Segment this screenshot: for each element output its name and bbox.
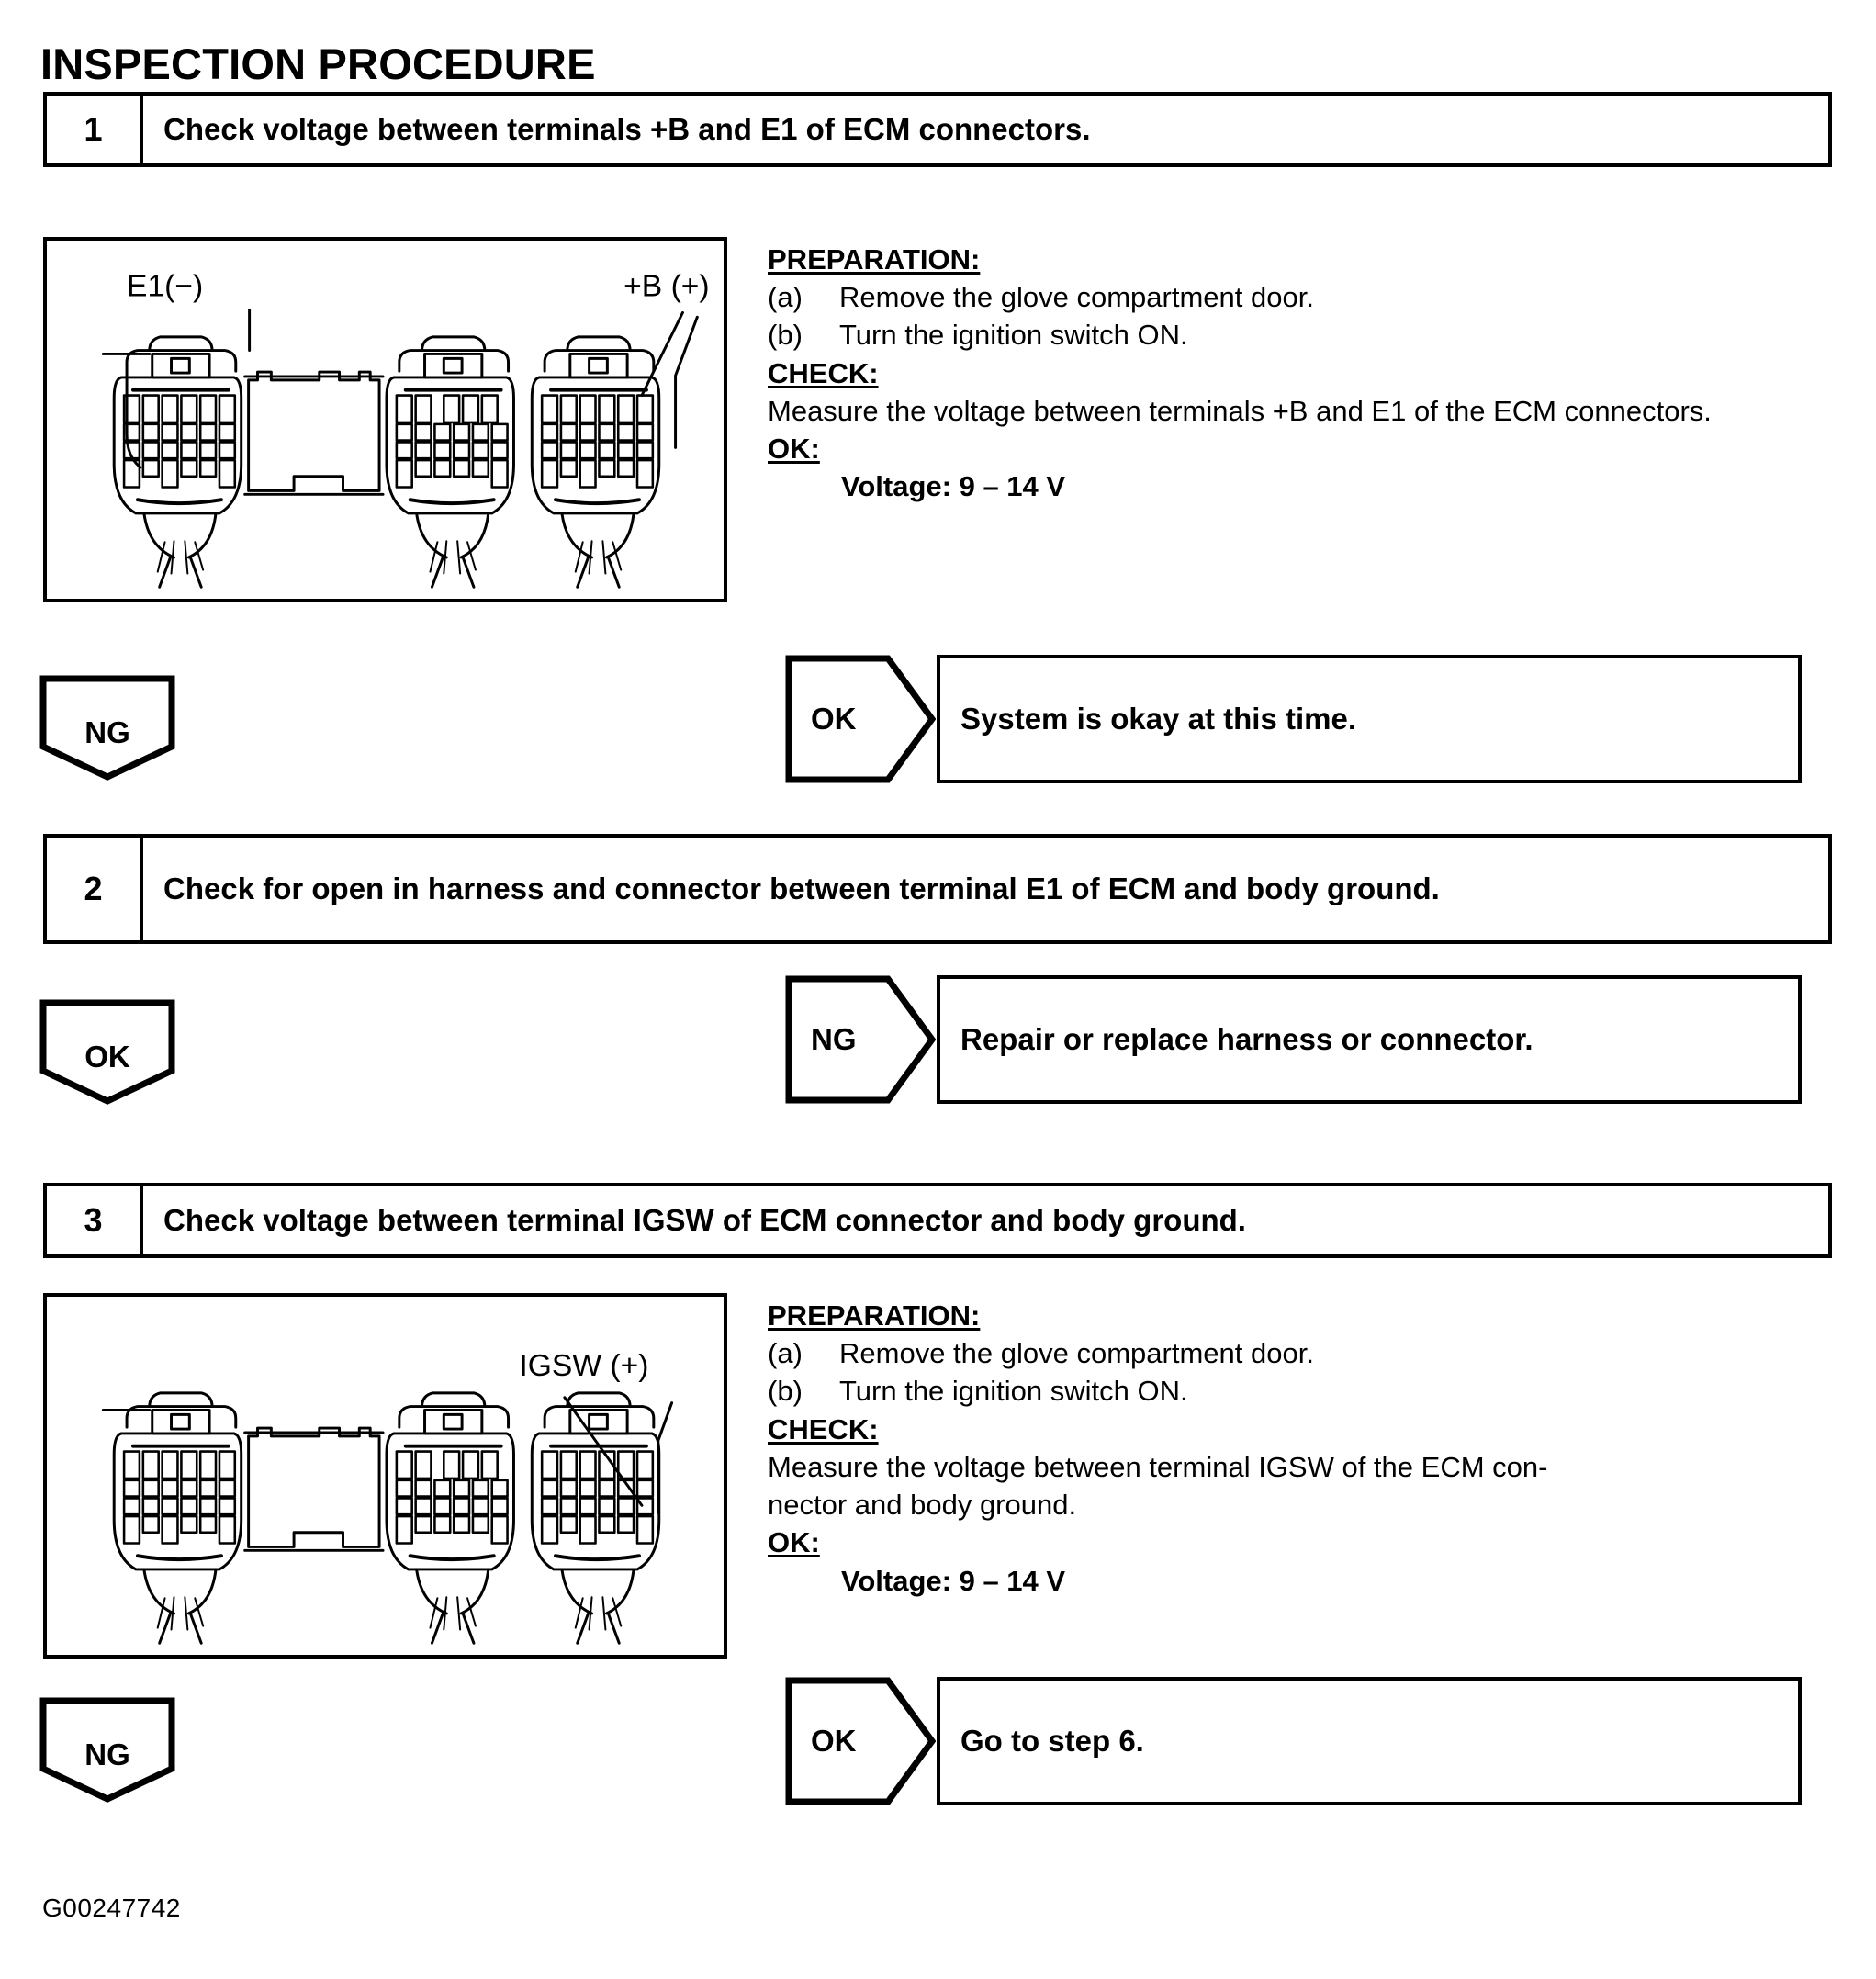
judge-ng-down-1 [39, 675, 175, 781]
preparation-item-a-text-3: Remove the glove compartment door. [839, 1337, 1314, 1370]
ok-spec-3: Voltage: 9 – 14 V [841, 1564, 1066, 1597]
result-box-3 [937, 1677, 1802, 1805]
result-text-2: Repair or replace harness or connector. [960, 1022, 1533, 1056]
preparation-item-b-tag-3: (b) [768, 1375, 803, 1408]
step-title-3: Check voltage between terminal IGSW of ECM connector and body ground. [163, 1202, 1246, 1237]
preparation-item-b-tag-1: (b) [768, 319, 803, 352]
procedure-text-1 [768, 241, 1833, 506]
judge-ok-down-2 [39, 999, 175, 1105]
check-text-line1-3: Measure the voltage between terminal IGSW of the ECM con- [768, 1450, 1548, 1483]
preparation-item-a-tag-1: (a) [768, 281, 803, 314]
judge-ng-right-label-2: NG [811, 1022, 857, 1056]
connector-label-plusb: +B (+) [623, 269, 710, 304]
preparation-item-a-tag-3: (a) [768, 1337, 803, 1370]
ok-header-3: OK: [768, 1526, 820, 1559]
judge-ng-down-3 [39, 1697, 175, 1803]
step-header-3 [43, 1183, 1832, 1258]
judge-ng-down-label-1: NG [84, 715, 130, 749]
ok-spec-1: Voltage: 9 – 14 V [841, 470, 1066, 503]
judge-ok-right-1 [785, 655, 936, 783]
check-header-1: CHECK: [768, 356, 879, 389]
result-text-3: Go to step 6. [960, 1724, 1144, 1758]
ok-header-1: OK: [768, 433, 820, 466]
judge-ng-down-label-3: NG [84, 1737, 130, 1771]
judge-ok-right-3 [785, 1677, 936, 1805]
result-box-2 [937, 975, 1802, 1104]
judge-ok-right-label-1: OK [811, 702, 857, 736]
preparation-item-b-text-3: Turn the ignition switch ON. [839, 1375, 1188, 1408]
procedure-text-3 [768, 1297, 1851, 1600]
step-title-1: Check voltage between terminals +B and E1 of ECM connectors. [163, 111, 1091, 146]
preparation-item-a-1 [768, 278, 1833, 316]
judge-ok-down-label-2: OK [84, 1040, 130, 1074]
check-text-line2-3: nector and body ground. [768, 1489, 1077, 1522]
step-number-1: 1 [47, 96, 143, 163]
step-number-2: 2 [47, 838, 143, 940]
step-title-2: Check for open in harness and connector between terminal E1 of ECM and body ground. [163, 871, 1440, 905]
preparation-item-a-text-1: Remove the glove compartment door. [839, 281, 1314, 314]
check-header-3: CHECK: [768, 1412, 879, 1445]
check-text-1: Measure the voltage between terminals +B and E1 of the ECM connectors. [768, 394, 1712, 427]
judge-ok-right-label-3: OK [811, 1724, 857, 1758]
connector-diagram-1 [43, 237, 727, 602]
figure-reference-code: G00247742 [42, 1894, 181, 1922]
result-box-1 [937, 655, 1802, 783]
preparation-item-b-text-1: Turn the ignition switch ON. [839, 319, 1188, 352]
step-header-2 [43, 834, 1832, 944]
result-text-1: System is okay at this time. [960, 702, 1357, 736]
step-header-1 [43, 92, 1832, 167]
preparation-header-1: PREPARATION: [768, 243, 981, 275]
judge-ng-right-2 [785, 975, 936, 1104]
page-title: INSPECTION PROCEDURE [40, 39, 596, 88]
preparation-header-3: PREPARATION: [768, 1299, 981, 1332]
connector-label-e1: E1(−) [127, 269, 204, 304]
connector-diagram-3 [43, 1293, 727, 1659]
preparation-item-b-3 [768, 1372, 1851, 1410]
preparation-item-b-1 [768, 316, 1833, 354]
preparation-item-a-3 [768, 1334, 1851, 1372]
step-number-3: 3 [47, 1186, 143, 1254]
connector-label-igsw: IGSW (+) [519, 1349, 649, 1384]
